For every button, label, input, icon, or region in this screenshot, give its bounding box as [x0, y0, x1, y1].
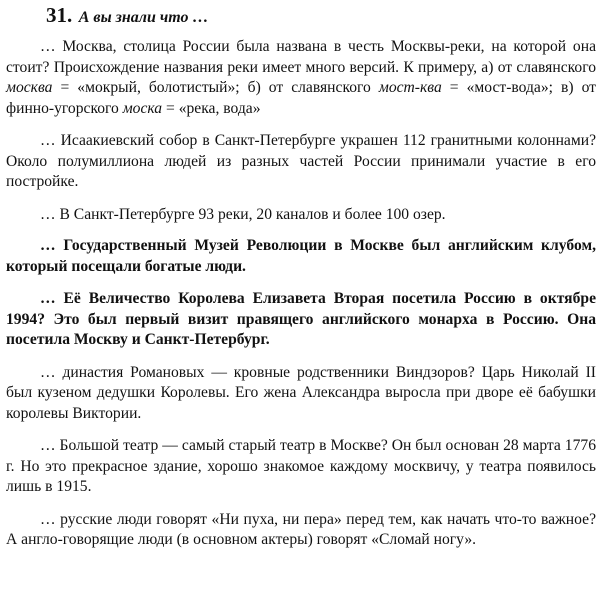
paragraph-spb-rivers: … В Санкт-Петербурге 93 реки, 20 каналов и более 100 озер. [40, 205, 446, 223]
paragraph-text: = «мост-вода»; в) от финно-угорского [6, 79, 596, 117]
paragraph-text: = «мокрый, болотистый»; б) от славянского [52, 79, 379, 96]
document-page [6, 4, 596, 563]
paragraph-text: … Москва, столица России была названа в честь Москвы-реки, на которой она стоит? Происхождение названия реки имеет много версий. К примеру, а) от славянского [6, 38, 596, 76]
paragraph-romanov-dynasty: … династия Романовых — кровные родственники Виндзоров? Царь Николай II был кузеном дедушки Королевы. Его жена Александра выросла при дворе её бабушки королевы Виктории. [6, 363, 596, 422]
exercise-title: А вы знали что … [78, 9, 209, 26]
paragraph-bolshoi-theatre: … Большой театр — самый старый театр в Москве? Он был основан 28 марта 1776 г. Но это прекрасное здание, хорошо знакомое каждому москвичу, у театра появилось лишь в 1915. [6, 437, 596, 495]
paragraph-queen-visit: … Её Величество Королева Елизавета Вторая посетила Россию в октябре 1994? Это был первый визит правящего английского монарха в Россию. Она посетила Москву и Санкт-Петербург. [6, 290, 596, 348]
paragraph-moscow-name [6, 37, 596, 119]
exercise-number: 31. [46, 3, 73, 27]
paragraph-revolution-museum: … Государственный Музей Революции в Москве был английским клубом, который посещали богатые люди. [6, 237, 596, 275]
exercise-heading [46, 4, 596, 29]
paragraph-isaac-cathedral: … Исаакиевский собор в Санкт-Петербурге украшен 112 гранитными колоннами? Около полумиллиона людей из разных частей России принимали участие в его постройке. [6, 132, 596, 190]
italic-word-moskva: москва [6, 79, 53, 96]
paragraph-good-luck-phrase: … русские люди говорят «Ни пуха, ни пера» перед тем, как начать что-то важное? А англо-говорящие люди (в основном актеры) говорят «Сломай ногу». [6, 510, 596, 548]
italic-word-most-kva: мост-ква [378, 79, 442, 96]
paragraph-text: = «река, вода» [162, 99, 261, 117]
italic-word-moska: моска [122, 99, 163, 117]
